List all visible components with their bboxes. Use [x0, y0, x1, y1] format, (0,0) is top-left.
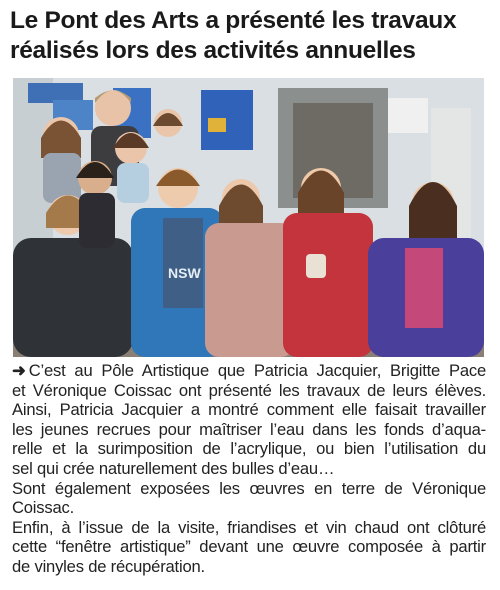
children-group-photo — [13, 78, 484, 357]
text-line: les jeunes recrues pour maîtriser l’eau dans les fonds d’aqua- — [12, 419, 486, 439]
text-line: cette “fenêtre artistique” devant une œuvre composée à partir — [12, 537, 486, 557]
arrow-right-icon: ➜ — [12, 361, 26, 380]
headline — [10, 6, 494, 66]
headline-line-2: réalisés lors des activités annuelles — [10, 37, 416, 64]
text-line: Sont également exposées les œuvres en terre de Véronique — [12, 478, 486, 498]
text-line: relle et la surimposition de l’acrylique, ou bien l’utilisation du — [12, 439, 486, 459]
text-line: et Véronique Coissac ont présenté les travaux de leurs élèves. — [12, 380, 486, 400]
paragraph-1 — [12, 361, 486, 479]
headline-line-1: Le Pont des Arts a présenté les travaux — [10, 7, 457, 34]
paragraph-3 — [12, 518, 486, 577]
article-body — [12, 361, 486, 577]
text-line: de vinyles de récupération. — [12, 556, 205, 576]
article-photo — [13, 78, 484, 357]
text-line: sel qui crée naturellement des bulles d’eau… — [12, 458, 335, 478]
text-line: ➜ C’est au Pôle Artistique que Patricia Jacquier, Brigitte Pace — [12, 361, 486, 380]
text-line: Coissac. — [12, 498, 75, 518]
shirt-text: NSW — [168, 265, 201, 281]
text-line: Ainsi, Patricia Jacquier a montré comment elle faisait travailler — [12, 400, 486, 420]
paragraph-2 — [12, 479, 486, 518]
text-line: Enfin, à l’issue de la visite, friandises et vin chaud ont clôturé — [12, 517, 486, 537]
